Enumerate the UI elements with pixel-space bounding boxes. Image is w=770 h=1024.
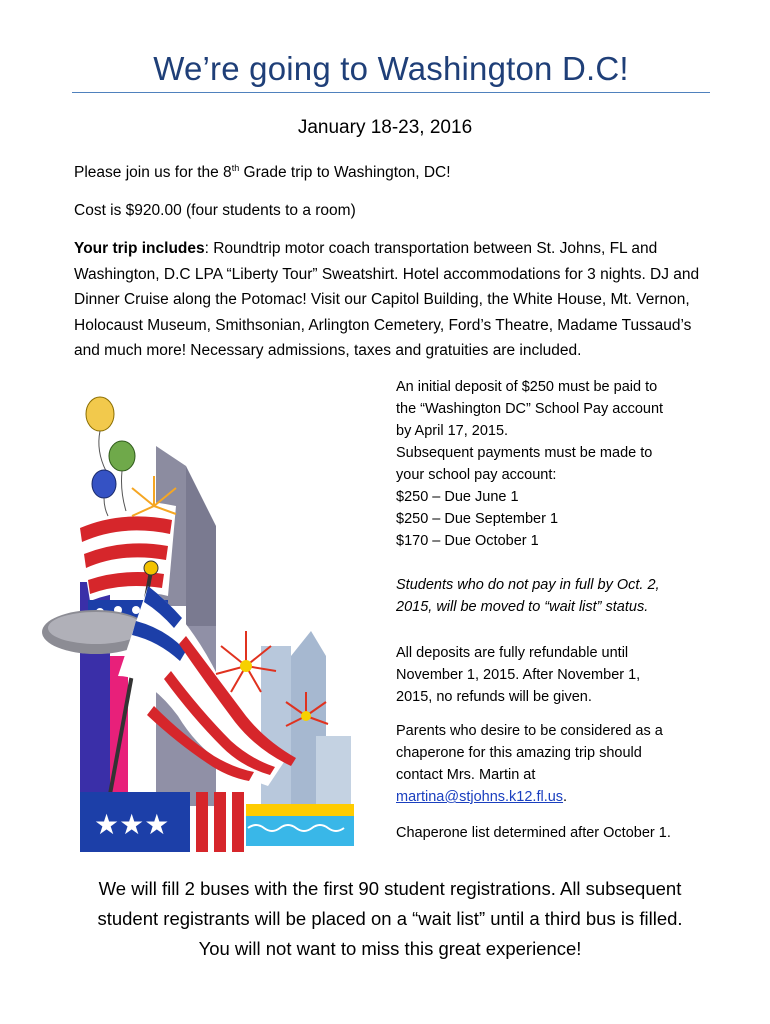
- balloon-icon: [86, 397, 135, 516]
- payment-line: your school pay account:: [396, 467, 557, 483]
- cost-paragraph: Cost is $920.00 (four students to a room): [74, 202, 356, 219]
- email-link[interactable]: martina@stjohns.k12.fl.us: [396, 789, 564, 805]
- waitlist-note: [396, 574, 716, 618]
- chaperone-line: contact Mrs. Martin at: [396, 767, 536, 783]
- chaperone-line: chaperone for this amazing trip should: [396, 745, 642, 761]
- closing-line: You will not want to miss this great experience!: [198, 938, 582, 959]
- includes-paragraph: [74, 236, 714, 364]
- payment-schedule: [396, 376, 716, 552]
- stars-stripes-base: [80, 792, 244, 852]
- closing-line: We will fill 2 buses with the first 90 student registrations. All subsequent: [98, 878, 682, 899]
- payment-line: Subsequent payments must be made to: [396, 445, 653, 461]
- waitlist-line: 2015, will be moved to “wait list” status.: [396, 599, 649, 615]
- invite-paragraph: [74, 160, 714, 186]
- payment-line: the “Washington DC” School Pay account: [396, 401, 664, 417]
- payment-line: $250 – Due June 1: [396, 489, 519, 505]
- refund-line: November 1, 2015. After November 1,: [396, 667, 641, 683]
- email-suffix: .: [563, 789, 568, 805]
- payment-line: An initial deposit of $250 must be paid to: [396, 379, 658, 395]
- refund-line: All deposits are fully refundable until: [396, 645, 629, 661]
- page-title: We’re going to Washington D.C!: [153, 50, 629, 87]
- includes-label: Your trip includes: [74, 240, 205, 257]
- closing-statement: [60, 874, 720, 964]
- chaperone-info: [396, 720, 716, 808]
- invite-text-end: Grade trip to Washington, DC!: [239, 164, 451, 181]
- invite-superscript: th: [231, 162, 240, 173]
- svg-text:★★★: ★★★: [94, 808, 170, 841]
- payment-line: $250 – Due September 1: [396, 511, 559, 527]
- patriotic-clipart: [36, 396, 366, 852]
- trip-dates: January 18-23, 2016: [297, 117, 473, 138]
- refund-policy: [396, 642, 716, 708]
- water-icon: [246, 804, 354, 846]
- includes-text: : Roundtrip motor coach transportation between St. Johns, FL and Washington, D.C LPA “Liberty Tour” Sweatshirt. Hotel accommodations for 3 nights. DJ and Dinner Cruise along the Potomac! Visit our Capitol Building, the White House, Mt. Vernon, Holocaust Museum, Smithsonian, Arlington Cemetery, Ford’s Theatre, Madame Tussaud’s and much more! Necessary admissions, taxes and gratuities are included.: [74, 240, 700, 359]
- chaperone-list-note: Chaperone list determined after October 1.: [396, 825, 671, 841]
- refund-line: 2015, no refunds will be given.: [396, 689, 592, 705]
- waitlist-line: Students who do not pay in full by Oct. 2,: [396, 577, 660, 593]
- payment-line: by April 17, 2015.: [396, 423, 509, 439]
- email-line: [396, 786, 716, 808]
- closing-line: student registrants will be placed on a “wait list” until a third bus is filled.: [97, 908, 683, 929]
- payment-line: $170 – Due October 1: [396, 533, 539, 549]
- title-divider: [72, 92, 710, 93]
- chaperone-line: Parents who desire to be considered as a: [396, 723, 663, 739]
- pole-finial: [144, 561, 158, 575]
- invite-text: Please join us for the 8: [74, 164, 232, 181]
